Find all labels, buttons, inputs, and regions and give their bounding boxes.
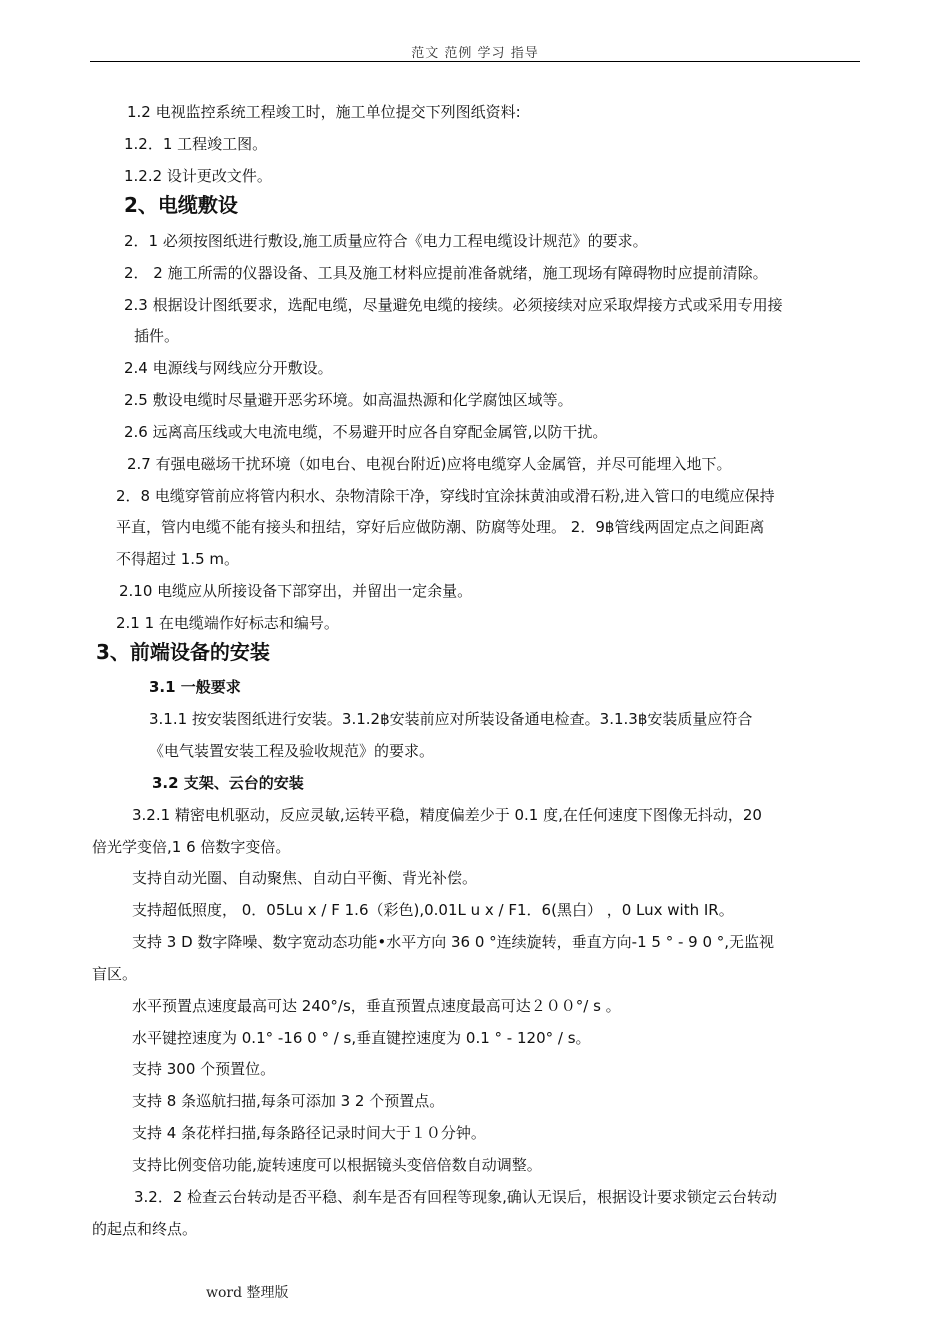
paragraph-line: 2.1 1 在电缆端作好标志和编号。 <box>116 614 339 632</box>
paragraph-line: 插件。 <box>134 327 180 345</box>
paragraph-line: 盲区。 <box>92 965 138 983</box>
paragraph-line: 支持自动光圈、自动聚焦、自动白平衡、背光补偿。 <box>132 869 478 887</box>
paragraph-line: 水平键控速度为 0.1° -16 0 ° / s,垂直键控速度为 0.1 ° - 120° / s。 <box>132 1029 591 1047</box>
paragraph-line: 《电气装置安装工程及验收规范》的要求。 <box>149 742 435 760</box>
paragraph-line: 2．8 电缆穿管前应将管内积水、杂物清除干净，穿线时宜涂抹黄油或滑石粉,进入管口的电缆应保持 <box>116 487 775 505</box>
paragraph-line: 支持比例变倍功能,旋转速度可以根据镜头变倍倍数自动调整。 <box>132 1156 542 1174</box>
paragraph-line: 1.2．1 工程竣工图。 <box>124 135 268 153</box>
paragraph-line: 支持 4 条花样扫描,每条路径记录时间大于１０分钟。 <box>132 1124 486 1142</box>
paragraph-line: 2.4 电源线与网线应分开敷设。 <box>124 359 333 377</box>
paragraph-line: 支持 300 个预置位。 <box>132 1060 276 1078</box>
paragraph-line: 2.5 敷设电缆时尽量避开恶劣环境。如高温热源和化学腐蚀区域等。 <box>124 391 573 409</box>
header-divider <box>90 61 860 62</box>
paragraph-line: 3.2．2 检查云台转动是否平稳、刹车是否有回程等现象,确认无误后，根据设计要求锁定云台转动 <box>134 1188 777 1206</box>
paragraph-line: 2.3 根据设计图纸要求，选配电缆，尽量避免电缆的接续。必须接续对应采取焊接方式或采用专用接 <box>124 296 783 314</box>
paragraph-line: 2.10 电缆应从所接设备下部穿出，并留出一定余量。 <box>119 582 473 600</box>
paragraph-line: 3.1.1 按安装图纸进行安装。3.1.2฿安装前应对所装设备通电检查。3.1.3฿安装质量应符合 <box>149 710 753 728</box>
paragraph-line: 1.2.2 设计更改文件。 <box>124 167 272 185</box>
page-footer: word 整理版 <box>206 1285 289 1301</box>
paragraph-line: 2．1 必须按图纸进行敷设,施工质量应符合《电力工程电缆设计规范》的要求。 <box>124 232 648 250</box>
section-heading-3: 3、前端设备的安装 <box>96 640 270 664</box>
paragraph-line: 3.2.1 精密电机驱动，反应灵敏,运转平稳，精度偏差少于 0.1 度,在任何速度下图像无抖动，20 <box>132 806 762 824</box>
subsection-heading: 3.1 一般要求 <box>149 678 241 696</box>
paragraph-line: 水平预置点速度最高可达 240°/s，垂直预置点速度最高可达２００°/ s 。 <box>132 997 621 1015</box>
paragraph-line: 倍光学变倍,1 6 倍数字变倍。 <box>92 838 291 856</box>
paragraph-line: 不得超过 1.5 m。 <box>116 550 240 568</box>
paragraph-line: 支持 8 条巡航扫描,每条可添加 3 2 个预置点。 <box>132 1092 445 1110</box>
paragraph-line: 平直，管内电缆不能有接头和扭结，穿好后应做防潮、防腐等处理。 2．9฿管线两固定点之间距离 <box>116 518 765 536</box>
paragraph-line: 2.7 有强电磁场干扰环境（如电台、电视台附近)应将电缆穿人金属管，并尽可能埋入地下。 <box>127 455 732 473</box>
paragraph-line: 2.6 远离高压线或大电流电缆，不易避开时应各自穿配金属管,以防干扰。 <box>124 423 608 441</box>
paragraph-line: 的起点和终点。 <box>92 1220 198 1238</box>
paragraph-line: 支持 3 D 数字降噪、数字宽动态功能•水平方向 36 0 °连续旋转，垂直方向-1 5 ° - 9 0 °,无监视 <box>132 933 775 951</box>
page-header: 范文 范例 学习 指导 <box>411 46 539 61</box>
paragraph-line: 2． 2 施工所需的仪器设备、工具及施工材料应提前准备就绪，施工现场有障碍物时应提前清除。 <box>124 264 768 282</box>
paragraph-line: 支持超低照度， 0．05Lu x / F 1.6（彩色),0.01L u x / F1．6(黑白） ，0 Lux with IR。 <box>132 901 734 919</box>
subsection-heading: 3.2 支架、云台的安装 <box>152 774 304 792</box>
paragraph-line: 1.2 电视监控系统工程竣工时，施工单位提交下列图纸资料: <box>127 103 521 121</box>
section-heading-2: 2、电缆敷设 <box>124 193 238 217</box>
